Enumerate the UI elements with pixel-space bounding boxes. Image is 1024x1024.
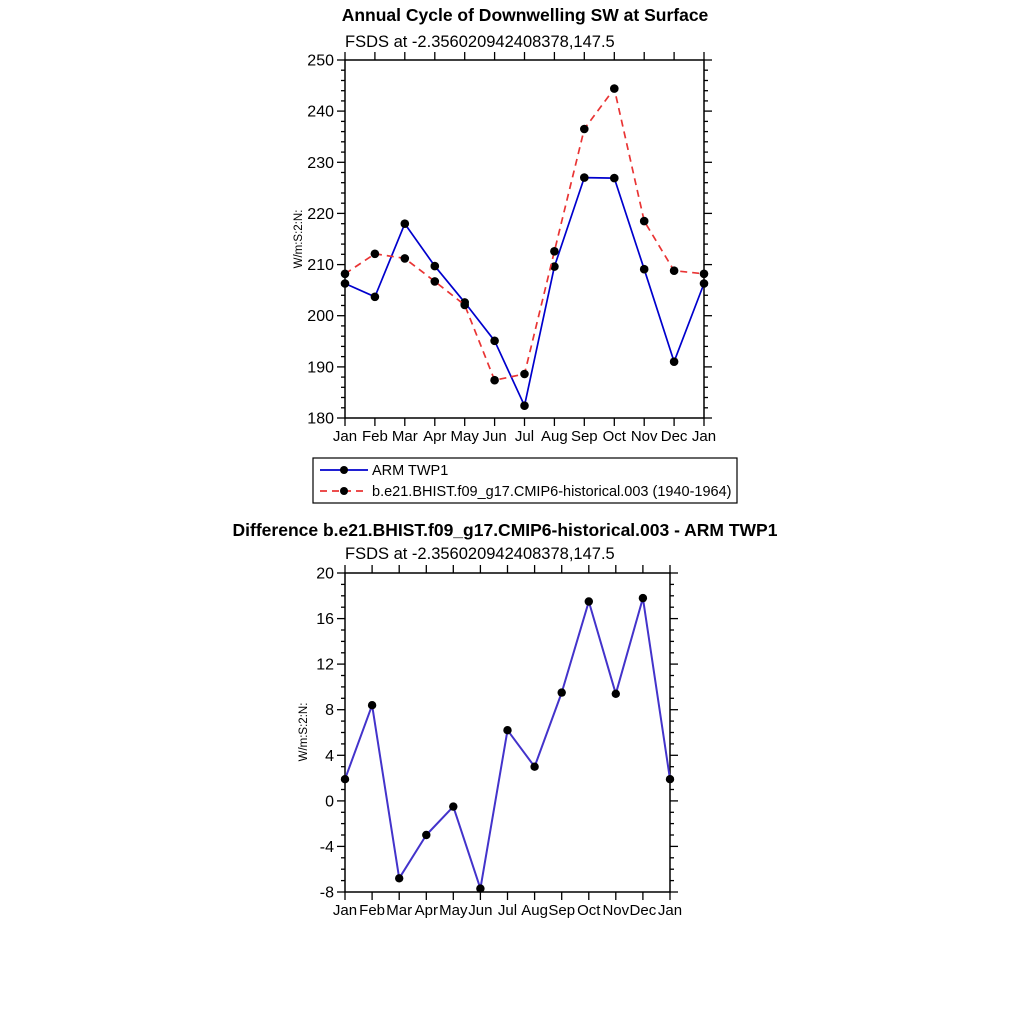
data-point-marker [520,401,529,410]
x-tick-label: Feb [359,902,386,919]
data-point-marker [476,884,484,892]
data-point-marker [341,279,350,288]
x-tick-label: Nov [630,428,658,445]
series-line-0 [345,598,670,889]
y-tick-label: 200 [307,308,334,326]
y-tick-label: 240 [307,103,334,121]
y-tick-label: 190 [307,359,334,377]
bottom-chart-plot [316,565,682,919]
data-point-marker [640,265,649,274]
data-point-marker [558,688,566,696]
y-tick-label: 230 [307,154,334,172]
data-point-marker [460,301,469,310]
data-point-marker [700,279,709,288]
x-tick-label: May [450,428,479,445]
data-point-marker [639,594,647,602]
bottom-chart-title: Difference b.e21.BHIST.f09_g17.CMIP6-historical.003 - ARM TWP1 [232,520,778,540]
data-point-marker [341,775,349,783]
data-point-marker [670,357,679,366]
data-point-marker [490,337,499,346]
y-tick-label: 0 [325,793,334,811]
data-point-marker [503,726,511,734]
data-point-marker [401,254,410,263]
data-point-marker [612,690,620,698]
bottom-chart-ylabel: W/m:S:2:N: [298,702,310,762]
x-tick-label: Oct [577,902,601,919]
data-point-marker [640,217,649,226]
data-point-marker [449,802,457,810]
y-tick-label: 4 [325,747,334,765]
y-tick-label: -8 [319,884,334,902]
x-tick-label: Jul [514,428,535,445]
legend-entry-model [320,484,731,500]
x-tick-label: Dec [629,902,657,919]
data-point-marker [520,370,529,379]
data-point-marker [700,270,709,279]
x-tick-label: Jun [482,428,507,445]
data-point-marker [431,262,440,271]
x-tick-label: Aug [541,428,568,445]
data-point-marker [371,293,380,302]
x-tick-label: Sep [570,428,598,445]
top-chart-subtitle: FSDS at -2.356020942408378,147.5 [345,33,615,51]
data-point-marker [610,174,619,183]
data-point-marker [550,247,559,256]
data-point-marker [670,266,679,275]
data-point-marker [431,277,440,286]
legend-label: b.e21.BHIST.f09_g17.CMIP6-historical.003 (1940-1964) [372,484,732,500]
x-tick-label: May [439,902,468,919]
data-point-marker [580,125,589,134]
x-tick-label: Dec [660,428,688,445]
data-point-marker [490,376,499,385]
legend-entry-arm-twp1 [320,463,448,479]
x-tick-label: Jan [657,902,683,919]
x-tick-label: Jun [468,902,493,919]
x-tick-label: Aug [521,902,548,919]
data-point-marker [368,701,376,709]
x-tick-label: Sep [548,902,576,919]
x-tick-label: Feb [361,428,388,445]
data-point-marker [401,219,410,228]
x-tick-label: Apr [423,428,447,445]
data-point-marker [395,874,403,882]
legend-label: ARM TWP1 [372,463,449,479]
legend-marker-icon [340,466,348,474]
x-tick-label: Apr [414,902,438,919]
x-tick-label: Mar [391,428,418,445]
x-tick-label: Oct [602,428,626,445]
y-tick-label: 210 [307,257,334,275]
x-tick-label: Mar [386,902,413,919]
top-chart-ylabel: W/m:S:2:N: [293,209,305,269]
data-point-marker [341,270,350,279]
y-tick-label: 8 [325,702,334,720]
data-point-marker [580,173,589,182]
x-tick-label: Jan [332,902,358,919]
bottom-chart-subtitle: FSDS at -2.356020942408378,147.5 [345,545,615,563]
x-tick-label: Jan [332,428,358,445]
y-tick-label: 180 [307,410,334,428]
data-point-marker [610,84,619,93]
legend-marker-icon [340,487,348,495]
top-chart-plot [307,52,716,445]
y-tick-label: 220 [307,205,334,223]
x-tick-label: Jan [691,428,717,445]
data-point-marker [666,775,674,783]
y-tick-label: 12 [316,656,334,674]
x-tick-label: Jul [497,902,518,919]
data-point-marker [585,597,593,605]
data-point-marker [371,250,380,259]
y-tick-label: 250 [307,52,334,70]
data-point-marker [530,763,538,771]
y-tick-label: 20 [316,565,334,583]
y-tick-label: -4 [319,838,334,856]
y-tick-label: 16 [316,611,334,629]
x-tick-label: Nov [602,902,630,919]
legend [313,458,737,503]
data-point-marker [422,831,430,839]
series-line-1 [345,89,704,381]
top-chart-title: Annual Cycle of Downwelling SW at Surface [341,5,709,25]
